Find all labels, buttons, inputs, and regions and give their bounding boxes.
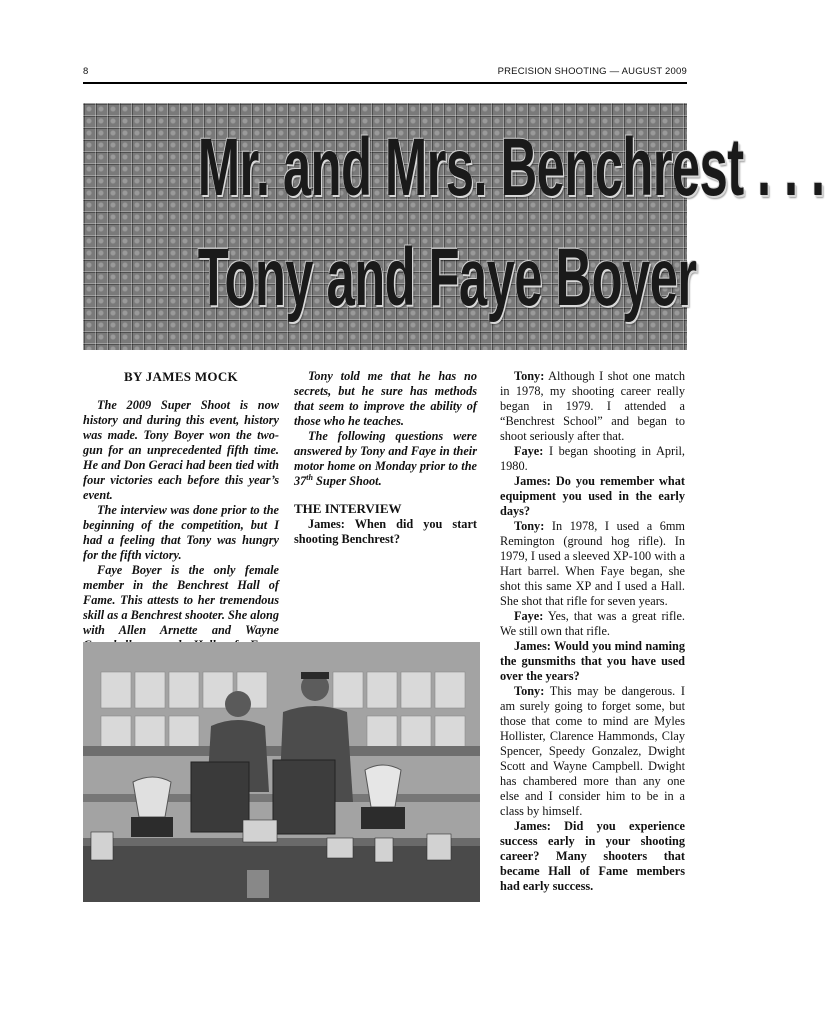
qa-text: Would you mind naming the gunsmiths that you have used over the years? [500,639,685,683]
column-1 [83,369,279,668]
intro-paragraph: The interview was done prior to the beginning of the competition, but I had a feeling that Tony was hungry for the fifth victory. [83,503,279,562]
speaker: James: [514,639,551,653]
qa-text: This may be dangerous. I am surely going to forget some, but those that come to mind are Myles Hollister, Clarence Hammonds, Clay Spencer, Speedy Gonzalez, Dwight Scott and Wayne Campbell. Dwight has chambered more than any one else and I consider him to be in a class by himself. [500,684,685,818]
qa-text: Did you experience success early in your shooting career? Many shooters that became Hall of Fame members had early success. [500,819,685,893]
page-header [83,64,687,84]
column-2 [294,369,477,547]
intro-text: Super Shoot. [312,474,382,488]
qa-text: When did you start shooting Benchrest? [294,517,477,546]
qa-paragraph [294,517,477,547]
qa-text: Do you remember what equipment you used in the early days? [500,474,685,518]
intro-paragraph: Tony told me that he has no secrets, but he sure has methods that seem to improve the ability of those who he teaches. [294,369,477,428]
title-banner [83,103,825,350]
byline: BY JAMES MOCK [124,369,238,384]
qa-paragraph [500,519,685,609]
photo-boyers-with-trophies [83,642,480,902]
page-number: 8 [83,66,89,77]
publication-title: PRECISION SHOOTING — AUGUST 2009 [497,66,687,77]
speaker: Tony: [514,369,545,383]
section-heading: THE INTERVIEW [294,501,402,516]
qa-paragraph [500,444,685,474]
title-line-1: Mr. and Mrs. Benchrest . . . [197,122,825,213]
intro-paragraph: Faye Boyer is the only female member in the Benchrest Hall of Fame. This attests to her tremendous skill as a Benchrest shooter. She along with Allen Arnette and Wayne [83,563,279,637]
speaker: Tony: [514,519,545,533]
qa-paragraph [500,684,685,819]
photo-illustration [83,642,480,902]
qa-text: Although I shot one match in 1978, my shooting career really began in 1979. I attended a “Benchrest School” and began to shoot seriously after that. [500,369,685,443]
intro-paragraph: The 2009 Super Shoot is now history and during this event, history was made. Tony Boyer won the two-gun for an unprecedented fifth time. He and Don Geraci had been tied with four victories each before this year’s event. [83,398,279,502]
speaker: James: [308,517,345,531]
column-3 [500,369,685,894]
qa-text: I began shooting in April, 1980. [500,444,685,473]
qa-paragraph [500,369,685,444]
qa-text: Yes, that was a great rifle. We still own that rifle. [500,609,685,638]
qa-paragraph [500,639,685,684]
qa-text: In 1978, I used a 6mm Remington (ground hog rifle). In 1979, I used a sleeved XP-100 with a Hart barrel. When Faye began, she shot this same XP and I used a Hall. She shot that rifle for seven years. [500,519,685,608]
qa-paragraph [500,819,685,894]
speaker: Tony: [514,684,545,698]
speaker: Faye: [514,609,544,623]
intro-paragraph [294,429,477,489]
qa-paragraph [500,609,685,639]
title-line-2: Tony and Faye Boyer [197,232,697,323]
qa-paragraph [500,474,685,519]
intro-text: The following questions were answered by Tony and Faye in their motor home on Monday prior to the 37 [294,429,477,488]
ordinal-suffix: th [306,472,313,482]
speaker: Faye: [514,444,544,458]
speaker: James: [514,819,551,833]
speaker: James: [514,474,551,488]
